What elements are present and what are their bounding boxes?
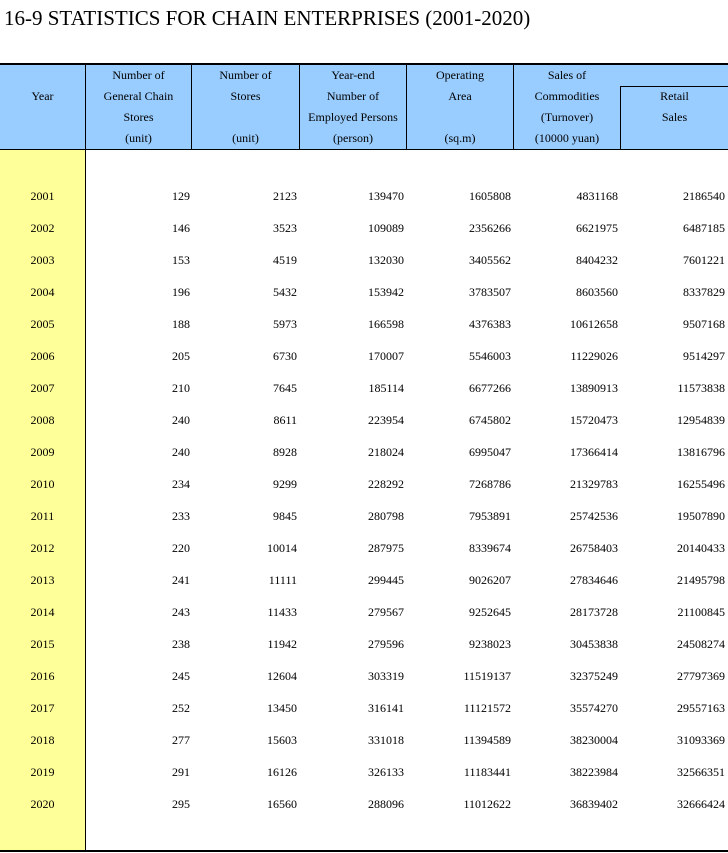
cell-year: 2008 [30, 413, 55, 427]
table-row [0, 284, 728, 316]
cell-area: 2356266 [469, 221, 511, 235]
cell-retail: 16255496 [677, 477, 725, 491]
header-label-line: (Turnover) [540, 110, 594, 124]
header-subrule [621, 86, 728, 87]
table-row [0, 380, 728, 412]
cell-sales: 28173728 [570, 605, 618, 619]
cell-sales: 15720473 [570, 413, 618, 427]
cell-retail: 29557163 [677, 701, 725, 715]
header-label-line: Year-end [331, 68, 375, 82]
cell-employed: 153942 [368, 285, 404, 299]
cell-year: 2004 [30, 285, 55, 299]
bottom-rule [0, 850, 728, 852]
cell-chain-stores: 240 [172, 413, 190, 427]
table-row [0, 668, 728, 700]
cell-sales: 35574270 [570, 701, 618, 715]
cell-area: 6995047 [469, 445, 511, 459]
cell-retail: 32666424 [677, 797, 725, 811]
header-label-line: Sales of [547, 68, 587, 82]
cell-retail: 12954839 [677, 413, 725, 427]
cell-employed: 223954 [368, 413, 404, 427]
header-label-line: Employed Persons [308, 110, 398, 124]
cell-retail: 8337829 [683, 285, 725, 299]
table-row [0, 252, 728, 284]
column-divider [620, 86, 621, 149]
cell-stores: 15603 [267, 733, 297, 747]
header-label-line [192, 107, 299, 128]
cell-retail: 13816796 [677, 445, 725, 459]
cell-chain-stores: 277 [172, 733, 190, 747]
cell-sales: 4831168 [576, 189, 618, 203]
table-row [0, 444, 728, 476]
cell-employed: 280798 [368, 509, 404, 523]
header-label-line: Stores [123, 110, 154, 124]
cell-chain-stores: 252 [172, 701, 190, 715]
cell-year: 2012 [30, 541, 55, 555]
cell-employed: 288096 [368, 797, 404, 811]
cell-employed: 299445 [368, 573, 404, 587]
cell-area: 5546003 [469, 349, 511, 363]
column-divider [513, 65, 514, 149]
header-retail [621, 86, 728, 170]
cell-employed: 316141 [368, 701, 404, 715]
cell-retail: 11573838 [677, 381, 725, 395]
header-sales [514, 65, 620, 149]
cell-retail: 19507890 [677, 509, 725, 523]
cell-year: 2010 [30, 477, 55, 491]
cell-area: 1605808 [469, 189, 511, 203]
header-label-line: Number of [112, 68, 165, 82]
header-label-line: (10000 yuan) [534, 131, 600, 145]
cell-employed: 303319 [368, 669, 404, 683]
cell-area: 7953891 [469, 509, 511, 523]
cell-stores: 9299 [273, 477, 297, 491]
cell-stores: 8611 [273, 413, 297, 427]
cell-chain-stores: 153 [172, 253, 190, 267]
cell-sales: 21329783 [570, 477, 618, 491]
cell-retail: 24508274 [677, 637, 725, 651]
cell-chain-stores: 196 [172, 285, 190, 299]
header-label-line: Retail [660, 89, 689, 103]
cell-chain-stores: 220 [172, 541, 190, 555]
cell-sales: 32375249 [570, 669, 618, 683]
cell-area: 3405562 [469, 253, 511, 267]
table-row [0, 732, 728, 764]
cell-year: 2003 [30, 253, 55, 267]
table-row [0, 220, 728, 252]
cell-stores: 10014 [267, 541, 297, 555]
cell-employed: 132030 [368, 253, 404, 267]
cell-employed: 139470 [368, 189, 404, 203]
header-label-line: Sales [661, 110, 688, 124]
cell-area: 11012622 [463, 797, 511, 811]
header-label-line: Operating [436, 68, 484, 82]
cell-retail: 21495798 [677, 573, 725, 587]
cell-employed: 109089 [368, 221, 404, 235]
header-stores [192, 65, 299, 149]
cell-sales: 8603560 [576, 285, 618, 299]
cell-stores: 3523 [273, 221, 297, 235]
cell-sales: 38223984 [570, 765, 618, 779]
cell-stores: 11111 [268, 573, 297, 587]
cell-stores: 16560 [267, 797, 297, 811]
cell-chain-stores: 188 [172, 317, 190, 331]
cell-stores: 4519 [273, 253, 297, 267]
cell-year: 2019 [30, 765, 55, 779]
cell-year: 2007 [30, 381, 55, 395]
cell-year: 2018 [30, 733, 55, 747]
cell-retail: 7601221 [683, 253, 725, 267]
table-row [0, 572, 728, 604]
cell-year: 2015 [30, 637, 55, 651]
cell-sales: 6621975 [576, 221, 618, 235]
cell-chain-stores: 245 [172, 669, 190, 683]
table-header [0, 65, 728, 149]
cell-stores: 9845 [273, 509, 297, 523]
table-row [0, 476, 728, 508]
cell-retail: 9514297 [683, 349, 725, 363]
cell-chain-stores: 146 [172, 221, 190, 235]
cell-year: 2009 [30, 445, 55, 459]
cell-sales: 8404232 [576, 253, 618, 267]
page-title: 16-9 STATISTICS FOR CHAIN ENTERPRISES (2001-2020) [4, 6, 531, 30]
cell-sales: 11229026 [570, 349, 618, 363]
cell-year: 2002 [30, 221, 55, 235]
header-label-line: (person) [333, 131, 373, 145]
cell-year: 2017 [30, 701, 55, 715]
header-employed [300, 65, 406, 149]
table-row [0, 796, 728, 828]
cell-retail: 31093369 [677, 733, 725, 747]
cell-stores: 16126 [267, 765, 297, 779]
cell-stores: 5973 [273, 317, 297, 331]
cell-stores: 7645 [273, 381, 297, 395]
table-row [0, 540, 728, 572]
cell-area: 6745802 [469, 413, 511, 427]
cell-employed: 279567 [368, 605, 404, 619]
cell-employed: 279596 [368, 637, 404, 651]
cell-chain-stores: 210 [172, 381, 190, 395]
cell-retail: 21100845 [677, 605, 725, 619]
cell-chain-stores: 205 [172, 349, 190, 363]
cell-chain-stores: 240 [172, 445, 190, 459]
cell-stores: 5432 [273, 285, 297, 299]
header-label-line: Stores [230, 89, 261, 103]
cell-chain-stores: 243 [172, 605, 190, 619]
cell-area: 11183441 [463, 765, 511, 779]
table-row [0, 508, 728, 540]
column-divider [406, 65, 407, 149]
column-divider [191, 65, 192, 149]
header-label-line: Commodities [534, 89, 600, 103]
header-label-line: General Chain [103, 89, 174, 103]
table-row [0, 636, 728, 668]
table-row [0, 700, 728, 732]
column-divider [299, 65, 300, 149]
cell-year: 2016 [30, 669, 55, 683]
cell-employed: 166598 [368, 317, 404, 331]
cell-employed: 287975 [368, 541, 404, 555]
cell-sales: 25742536 [570, 509, 618, 523]
cell-chain-stores: 295 [172, 797, 190, 811]
header-label-line: Number of [219, 68, 272, 82]
cell-stores: 12604 [267, 669, 297, 683]
cell-chain-stores: 241 [172, 573, 190, 587]
cell-area: 9026207 [469, 573, 511, 587]
cell-retail: 20140433 [677, 541, 725, 555]
table-row [0, 316, 728, 348]
header-year-label: Year [31, 89, 54, 103]
cell-area: 3783507 [469, 285, 511, 299]
cell-chain-stores: 129 [172, 189, 190, 203]
cell-employed: 228292 [368, 477, 404, 491]
cell-year: 2005 [30, 317, 55, 331]
cell-chain-stores: 238 [172, 637, 190, 651]
cell-sales: 10612658 [570, 317, 618, 331]
cell-stores: 11433 [267, 605, 297, 619]
cell-retail: 32566351 [677, 765, 725, 779]
cell-employed: 326133 [368, 765, 404, 779]
cell-sales: 17366414 [570, 445, 618, 459]
header-chain-stores [86, 65, 191, 149]
cell-stores: 8928 [273, 445, 297, 459]
cell-sales: 30453838 [570, 637, 618, 651]
cell-area: 6677266 [469, 381, 511, 395]
cell-area: 9238023 [469, 637, 511, 651]
cell-area: 7268786 [469, 477, 511, 491]
cell-stores: 2123 [273, 189, 297, 203]
cell-retail: 9507168 [683, 317, 725, 331]
cell-retail: 27797369 [677, 669, 725, 683]
cell-retail: 6487185 [683, 221, 725, 235]
table-row [0, 604, 728, 636]
cell-year: 2014 [30, 605, 55, 619]
table-row [0, 348, 728, 380]
header-label-line: (unit) [232, 131, 259, 145]
header-label-line [407, 107, 513, 128]
cell-stores: 11942 [267, 637, 297, 651]
header-label-line: Number of [326, 89, 380, 103]
cell-employed: 218024 [368, 445, 404, 459]
cell-chain-stores: 234 [172, 477, 190, 491]
cell-retail: 2186540 [683, 189, 725, 203]
cell-employed: 331018 [368, 733, 404, 747]
cell-stores: 13450 [267, 701, 297, 715]
cell-area: 11394589 [463, 733, 511, 747]
cell-sales: 26758403 [570, 541, 618, 555]
header-area [407, 65, 513, 149]
cell-area: 11121572 [463, 701, 511, 715]
cell-area: 8339674 [469, 541, 511, 555]
cell-year: 2020 [30, 797, 55, 811]
cell-year: 2013 [30, 573, 55, 587]
cell-area: 4376383 [469, 317, 511, 331]
cell-year: 2001 [30, 189, 55, 203]
cell-employed: 170007 [368, 349, 404, 363]
cell-sales: 27834646 [570, 573, 618, 587]
table-row [0, 764, 728, 796]
cell-stores: 6730 [273, 349, 297, 363]
cell-employed: 185114 [368, 381, 404, 395]
table-row [0, 412, 728, 444]
header-label-line: Area [448, 89, 472, 103]
cell-area: 11519137 [463, 669, 511, 683]
cell-year: 2006 [30, 349, 55, 363]
header-label-line: (sq.m) [444, 131, 476, 145]
cell-sales: 36839402 [570, 797, 618, 811]
cell-sales: 13890913 [570, 381, 618, 395]
cell-year: 2011 [30, 509, 55, 523]
header-bottom-rule [0, 149, 728, 150]
header-label-line: (unit) [125, 131, 152, 145]
cell-chain-stores: 233 [172, 509, 190, 523]
cell-sales: 38230004 [570, 733, 618, 747]
cell-chain-stores: 291 [172, 765, 190, 779]
cell-area: 9252645 [469, 605, 511, 619]
table-row [0, 188, 728, 220]
